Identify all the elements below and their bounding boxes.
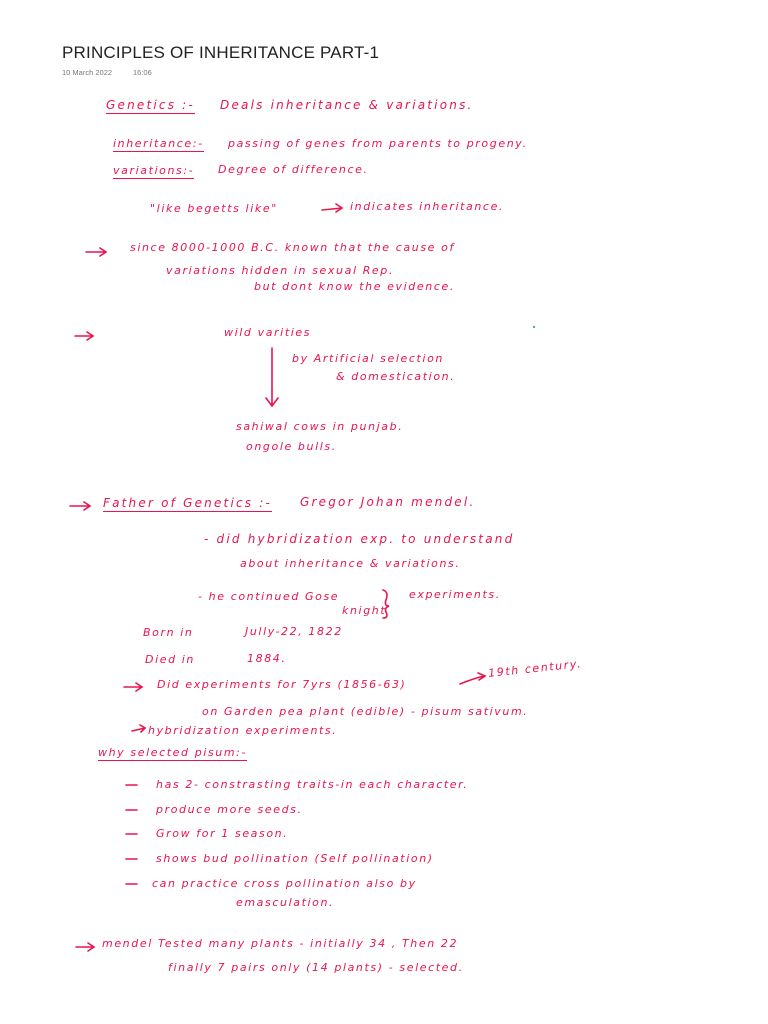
artificial-selection: by Artificial selection (292, 352, 444, 365)
arrow-century-icon (460, 673, 485, 684)
reason-5b: emasculation. (236, 896, 335, 909)
arrow-exp-icon (124, 683, 142, 691)
knight: knight (342, 604, 387, 617)
arrow-father-icon (70, 502, 90, 510)
died-year: 1884. (247, 652, 287, 665)
page-time: 16:06 (133, 68, 152, 77)
variations-definition: Degree of difference. (218, 163, 369, 176)
since-line-3: but dont know the evidence. (254, 280, 455, 293)
ink-dot (533, 326, 535, 328)
father-heading: Father of Genetics :- (103, 496, 273, 510)
garden-pea: on Garden pea plant (edible) - pisum sativum. (202, 705, 529, 718)
arrow-since-icon (86, 248, 106, 256)
page-title: PRINCIPLES OF INHERITANCE PART-1 (62, 43, 380, 62)
reason-2: produce more seeds. (156, 803, 303, 816)
mendel-tested-1: mendel Tested many plants - initially 34 , Then 22 (102, 937, 459, 950)
wild-varieties: wild varities (224, 326, 312, 339)
arrow-down-icon (266, 348, 278, 406)
why-heading: why selected pisum:- (98, 746, 248, 759)
nineteenth-century: 19th century. (487, 657, 583, 680)
like-begets-like: "like begetts like" (150, 202, 278, 215)
arrow-mendel-icon (76, 943, 94, 951)
arrow-wild-icon (75, 332, 93, 340)
genetics-heading: Genetics :- (106, 98, 195, 112)
inheritance-heading: inheritance:- (113, 137, 204, 150)
reason-5a: can practice cross pollination also by (152, 877, 417, 890)
arrow-hybrid-icon (132, 725, 145, 732)
hybridization-line-1: - did hybridization exp. to understand (204, 532, 515, 546)
hybridization-experiments: hybridization experiments. (148, 724, 338, 737)
since-line-2: variations hidden in sexual Rep. (166, 264, 394, 277)
variations-heading: variations:- (113, 164, 195, 177)
mendel-tested-2: finally 7 pairs only (14 plants) - selected. (168, 961, 464, 974)
continued-gose: - he continued Gose (198, 590, 340, 603)
genetics-definition: Deals inheritance & variations. (220, 98, 474, 112)
reason-3: Grow for 1 season. (156, 827, 289, 840)
page-date: 10 March 2022 (62, 68, 113, 77)
born-label: Born in (143, 626, 194, 639)
experiments-label: experiments. (409, 588, 501, 601)
father-name: Gregor Johan mendel. (300, 495, 476, 509)
hybridization-line-2: about inheritance & variations. (240, 557, 461, 570)
arrow-indicates-icon (322, 204, 342, 212)
since-line-1: since 8000-1000 B.C. known that the cause of (130, 241, 455, 254)
born-date: Jully-22, 1822 (245, 625, 343, 638)
ongole-bulls: ongole bulls. (246, 440, 337, 453)
indicates-inheritance: indicates inheritance. (350, 200, 505, 213)
died-label: Died in (145, 653, 196, 666)
did-experiments: Did experiments for 7yrs (1856-63) (157, 678, 407, 691)
domestication: & domestication. (336, 370, 456, 383)
sahiwal-cows: sahiwal cows in punjab. (236, 420, 404, 433)
reason-1: has 2- constrasting traits-in each character. (156, 778, 469, 791)
reason-4: shows bud pollination (Self pollination) (156, 852, 434, 865)
inheritance-definition: passing of genes from parents to progeny. (228, 137, 528, 150)
